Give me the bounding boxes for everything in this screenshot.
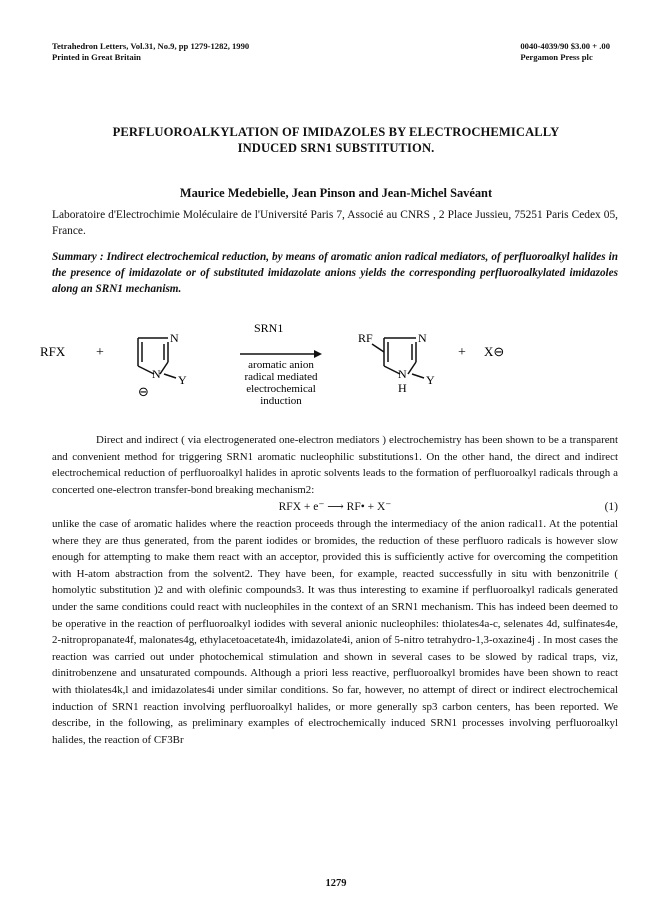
ring-y: Y [178, 373, 187, 387]
plus-sign: + [96, 345, 104, 360]
page-number: 1279 [325, 878, 347, 889]
title-line-2: INDUCED SRN1 SUBSTITUTION. [237, 141, 435, 155]
equation-1 [52, 499, 618, 516]
anion-charge: ⊖ [138, 385, 149, 400]
reactant-label: RFX [40, 344, 66, 359]
equation-text: RFX + e⁻ ⟶ RF• + X⁻ [278, 501, 392, 514]
journal-header-right [520, 41, 610, 63]
journal-citation: Tetrahedron Letters, Vol.31, No.9, pp 1279-1282, 1990 [52, 41, 250, 51]
product-h: H [398, 381, 407, 395]
product-n-bottom: N [398, 367, 407, 381]
affiliation: Laboratoire d'Electrochimie Moléculaire de l'Université Paris 7, Associé au CNRS , 2 Place Jussieu, 75251 Paris Cedex 05, France. [52, 209, 618, 237]
printed-in: Printed in Great Britain [52, 52, 141, 62]
condition-3: electrochemical [246, 383, 316, 395]
condition-1: aromatic anion [248, 359, 314, 371]
ring-n-top: N [170, 331, 179, 345]
title-line-1: PERFLUOROALKYLATION OF IMIDAZOLES BY ELECTROCHEMICALLY [112, 125, 560, 139]
byproduct-anion: X⊖ [484, 344, 505, 359]
condition-4: induction [260, 395, 302, 407]
product-n-top: N [418, 331, 427, 345]
plus-sign-2: + [458, 345, 466, 360]
condition-2: radical mediated [244, 371, 318, 383]
publisher: Pergamon Press plc [520, 52, 593, 62]
product-y: Y [426, 373, 435, 387]
ring-n-bottom: N [152, 367, 161, 381]
journal-header-left [52, 41, 249, 63]
product-rf: RF [358, 331, 373, 345]
summary: Summary : Indirect electrochemical reduction, by means of aromatic anion radical mediators, of perfluoroalkyl halides in the presence of imidazolate or of substituted imidazolate anions yields the corresponding perfluoroalkylated imidazoles along an SRN1 mechanism. [52, 251, 618, 295]
paragraph-1: Direct and indirect ( via electrogenerated one-electron mediators ) electrochemistry has been shown to be a transparent and convenient method for triggering SRN1 aromatic nucleophilic substitutions1. On the other hand, the direct and indirect electrochemical reduction of perfluoroalkyl halides in aprotic solvents leads to the formation of perfluoroalkyl radicals through a concerted one-electron transfer-bond breaking mechanism2: [52, 434, 618, 496]
authors: Maurice Medebielle, Jean Pinson and Jean-Michel Savéant [179, 186, 493, 200]
reaction-scheme [40, 318, 640, 418]
article-title [40, 124, 632, 156]
equation-number: (1) [604, 501, 618, 514]
arrow-label: SRN1 [254, 321, 284, 335]
arrowhead [314, 350, 322, 358]
issn-price: 0040-4039/90 $3.00 + .00 [520, 41, 610, 51]
body-text [52, 432, 618, 748]
paragraph-2: unlike the case of aromatic halides where the reaction proceeds through the intermediacy of the anion radical1. At the potential where they are thus generated, from the parent iodides or bromides, the reduction of these perfluoro radicals is however slow enough for attempting to make them react with an acceptor, provided this is sufficiently active for overcoming the competition with H-atom abstraction from the solvent2. They have been, for example, reacted successfully in situ with benzonitrile ( homolytic substitution )2 and with olefinic compounds3. It was thus interesting to examine if perfluoroalkyl radicals generated under the same conditions could react with nucleophiles in the context of an SRN1 mechanism. This has indeed been deemed to be operative in the reaction of perfluoroalkyl iodides with several anionic nucleophiles: thiolates4a-c, selenates 4d, sulfinates4e, 2-nitropropanate4f, malonates4g, ethylacetoacetate4h, imidazolate4i, anion of 5-nitro tetrahydro-1,3-oxazine4j . In most cases the reaction was carried out under photochemical stimulation and shown in several cases to be slowed by radical traps, viz, dinitrobenzene and unsaturated compounds. Although a priori less reactive, perfluoroalkyl bromides have been shown to react with thiolates4k,l and imidazolates4i under similar conditions. So far, however, no attempt of direct or indirect electrochemical induction of SRN1 reaction involving perfluoroalkyl halides, or more generally sp3 carbon centers, has been reported. We describe, in the following, as preliminary examples of electrochemically induced SRN1 processes involving perfluoroalkyl halides, the reaction of CF3Br [52, 517, 618, 746]
